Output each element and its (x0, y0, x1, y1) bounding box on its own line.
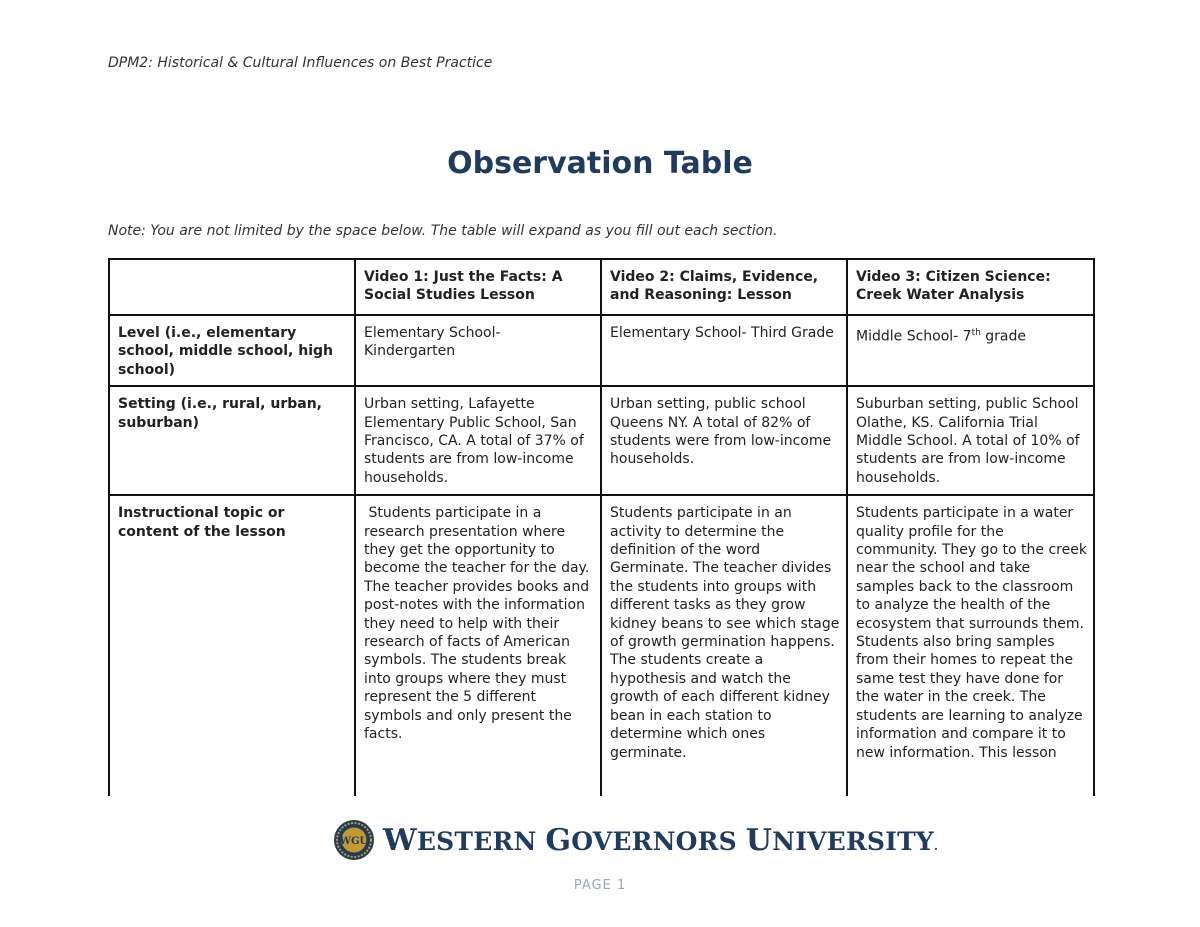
column-header-empty (109, 259, 355, 315)
cell-topic-video-3: Students participate in a water quality profile for the community. They go to the creek near the school and take samples back to the classroom to analyze the health of the ecosystem that surrounds them. Students also bring samples from their homes to repeat the same test they have done for the water in the creek. The students are learning to analyze information and compare it to new information. This lesson (847, 495, 1094, 796)
svg-text:WGU: WGU (339, 836, 369, 847)
cell-topic-video-1: Students participate in a research presentation where they get the opportunity to become the teacher for the day. The teacher provides books and post-notes with the information they need to help with their research of facts of American symbols. The students break into groups where they must represent the 5 different symbols and only present the facts. (355, 495, 601, 796)
column-header-video-2: Video 2: Claims, Evidence, and Reasoning: Lesson (601, 259, 847, 315)
observation-table (108, 258, 1095, 796)
instruction-note: Note: You are not limited by the space below. The table will expand as you fill out each section. (108, 223, 778, 239)
cell-setting-video-3: Suburban setting, public School Olathe, KS. California Trial Middle School. A total of 10% of students are from low-income households. (847, 386, 1094, 495)
cell-setting-video-2: Urban setting, public school Queens NY. A total of 82% of students were from low-income households. (601, 386, 847, 495)
page-number: PAGE 1 (573, 878, 627, 893)
table-row-level (109, 315, 1094, 386)
row-label-level: Level (i.e., elementary school, middle school, high school) (109, 315, 355, 386)
wgu-logo (333, 817, 938, 863)
cell-topic-video-2: Students participate in an activity to determine the definition of the word Germinate. The teacher divides the students into groups with different tasks as they grow kidney beans to see which stage of growth germination happens. The students create a hypothesis and watch the growth of each different kidney bean in each station to determine which ones germinate. (601, 495, 847, 796)
row-label-topic: Instructional topic or content of the lesson (109, 495, 355, 796)
university-wordmark: WESTERN GOVERNORS UNIVERSITY. (383, 822, 939, 858)
cell-level-video-1: Elementary School- Kindergarten (355, 315, 601, 386)
row-label-setting: Setting (i.e., rural, urban, suburban) (109, 386, 355, 495)
document-header: DPM2: Historical & Cultural Influences on Best Practice (108, 55, 493, 71)
table-row-setting (109, 386, 1094, 495)
column-header-video-3: Video 3: Citizen Science: Creek Water Analysis (847, 259, 1094, 315)
table-row-instructional-topic (109, 495, 1094, 796)
table-header-row (109, 259, 1094, 315)
column-header-video-1: Video 1: Just the Facts: A Social Studies Lesson (355, 259, 601, 315)
cell-level-video-2: Elementary School- Third Grade (601, 315, 847, 386)
cell-setting-video-1: Urban setting, Lafayette Elementary Public School, San Francisco, CA. A total of 37% of students are from low-income households. (355, 386, 601, 495)
university-seal-icon (333, 819, 375, 861)
page-title: Observation Table (447, 146, 753, 181)
cell-level-video-3: Middle School- 7th grade (847, 315, 1094, 386)
